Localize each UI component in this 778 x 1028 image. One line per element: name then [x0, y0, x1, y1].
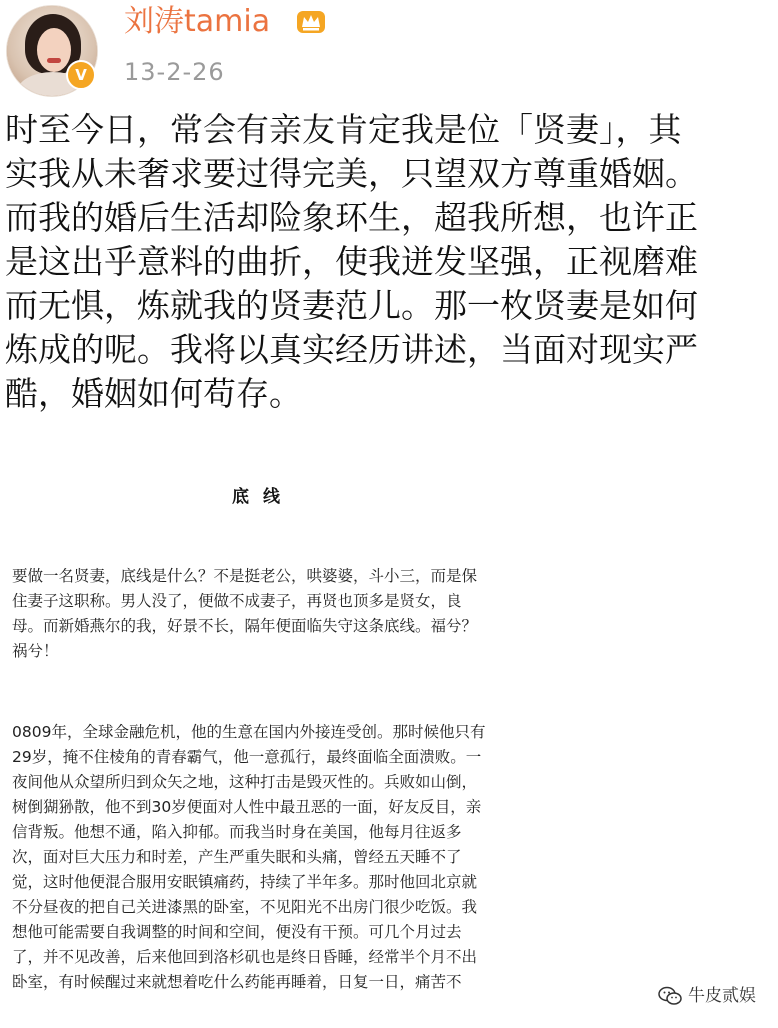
article-line: 卧室，有时候醒过来就想着吃什么药能再睡着，日复一日，痛苦不	[12, 973, 462, 991]
article-line: 次，面对巨大压力和时差，产生严重失眠和头痛，曾经五天睡不了	[12, 848, 462, 866]
post-line: 实我从未奢求要过得完美，只望双方尊重婚姻。	[5, 154, 698, 193]
verified-badge: V	[66, 60, 96, 90]
post-timestamp: 13-2-26	[124, 58, 225, 86]
article-line: 树倒猢狲散，他不到30岁便面对人性中最丑恶的一面，好友反目，亲	[12, 798, 482, 816]
post-text	[5, 108, 775, 416]
wechat-icon	[658, 986, 682, 1006]
article-line: 要做一名贤妻，底线是什么？不是挺老公，哄婆婆，斗小三，而是保	[12, 567, 478, 585]
author-name[interactable]: 刘涛tamia	[124, 4, 271, 39]
article-line: 了，并不见改善，后来他回到洛杉矶也是终日昏睡，经常半个月不出	[12, 948, 478, 966]
article-title: 底线	[232, 487, 294, 507]
post-header	[0, 0, 778, 100]
watermark-text: 牛皮贰娱	[688, 986, 756, 1006]
article-line: 母。而新婚燕尔的我，好景不长，隔年便面临失守这条底线。福兮？	[12, 617, 478, 635]
article-paragraph-2	[12, 720, 532, 995]
post-line: 而无惧，炼就我的贤妻范儿。那一枚贤妻是如何	[5, 286, 698, 325]
attached-article-image[interactable]	[0, 470, 778, 1028]
article-line: 夜间他从众望所归到众矢之地，这种打击是毁灭性的。兵败如山倒，	[12, 773, 478, 791]
article-line: 29岁，掩不住棱角的青春霸气，他一意孤行，最终面临全面溃败。一	[12, 748, 482, 766]
avatar-face	[37, 28, 71, 72]
article-line: 信背叛。他想不通，陷入抑郁。而我当时身在美国，他每月往返多	[12, 823, 462, 841]
article-line: 0809年，全球金融危机，他的生意在国内外接连受创。那时候他只有	[12, 723, 486, 741]
post-line: 炼成的呢。我将以真实经历讲述，当面对现实严	[5, 330, 698, 369]
crown-icon	[296, 9, 326, 35]
article-line: 想他可能需要自我调整的时间和空间，便没有干预。可几个月过去	[12, 923, 462, 941]
post-line: 时至今日，常会有亲友肯定我是位「贤妻」，其	[5, 110, 682, 149]
post-line: 是这出乎意料的曲折，使我迸发坚强，正视磨难	[5, 242, 698, 281]
article-line: 祸兮！	[12, 642, 59, 660]
post-line: 酷，婚姻如何苟存。	[5, 374, 302, 413]
article-paragraph-1	[12, 564, 532, 664]
post-line: 而我的婚后生活却险象环生，超我所想，也许正	[5, 198, 698, 237]
article-line: 住妻子这职称。男人没了，便做不成妻子，再贤也顶多是贤女，良	[12, 592, 462, 610]
watermark	[658, 983, 756, 1009]
article-line: 不分昼夜的把自己关进漆黑的卧室，不见阳光不出房门很少吃饭。我	[12, 898, 478, 916]
avatar-lips	[47, 58, 61, 63]
article-line: 觉，这时他便混合服用安眠镇痛药，持续了半年多。那时他回北京就	[12, 873, 478, 891]
